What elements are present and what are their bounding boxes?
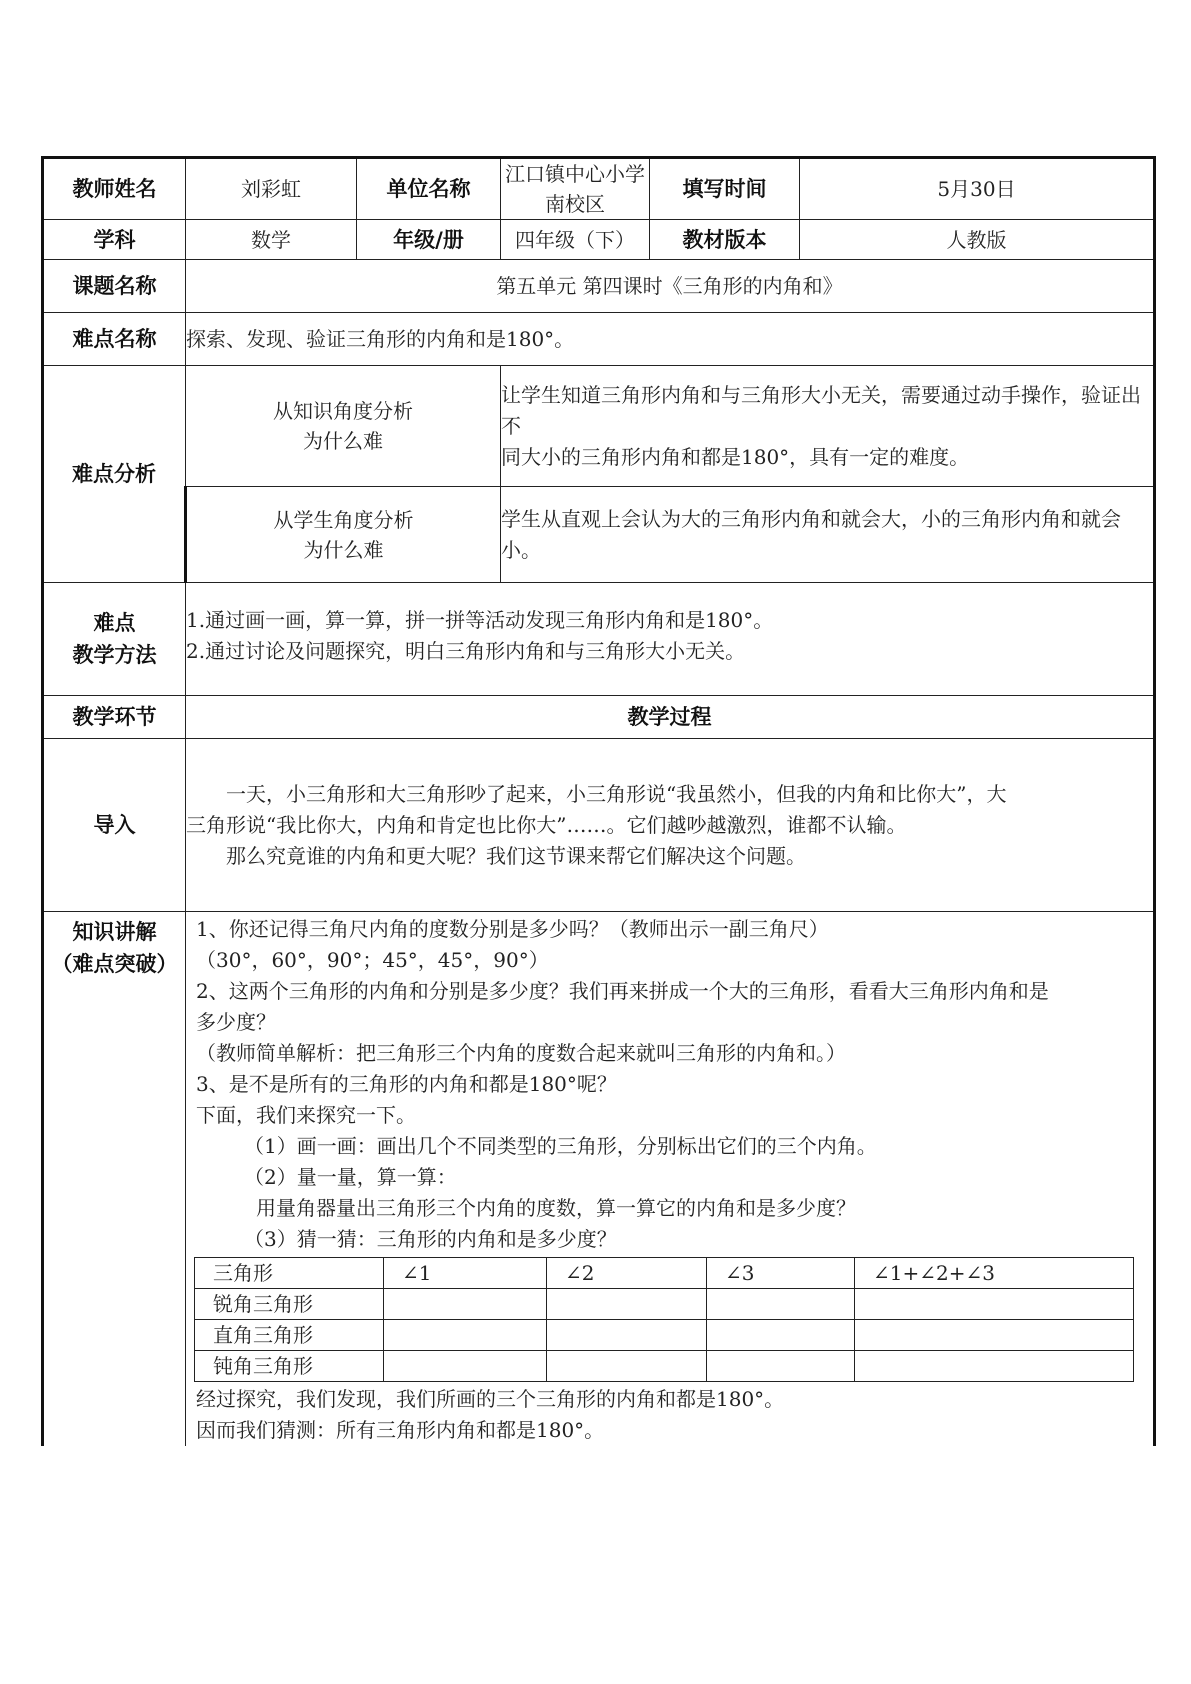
explain-line-5: （教师简单解析：把三角形三个内角的度数合起来就叫三角形的内角和。） [196, 1041, 846, 1065]
explain-line-7: 下面，我们来探究一下。 [196, 1103, 416, 1127]
knowledge-angle-line1: 从知识角度分析 [273, 399, 413, 423]
knowledge-angle-line2: 为什么难 [303, 429, 383, 453]
intro-line-3: 那么究竟谁的内角和更大呢？我们这节课来帮它们解决这个问题。 [226, 843, 806, 868]
student-angle-text: 学生从直观上会认为大的三角形内角和就会大，小的三角形内角和就会小。 [501, 487, 1155, 583]
blank-cell[interactable] [384, 1320, 547, 1351]
explain-line-10: 用量角器量出三角形三个内角的度数，算一算它的内角和是多少度？ [256, 1196, 856, 1220]
topic-value: 第五单元 第四课时《三角形的内角和》 [186, 260, 1155, 313]
stage-header: 教学环节 [43, 696, 186, 739]
grade-value: 四年级（下） [501, 220, 650, 260]
explain-line-2: （30°，60°，90°；45°，45°，90°） [196, 948, 549, 972]
subject-label: 学科 [43, 220, 186, 260]
method-text [186, 583, 1155, 696]
process-header-row [43, 696, 1155, 739]
angle-table-header: ∠2 [547, 1258, 707, 1289]
teacher-name-value: 刘彩虹 [186, 158, 357, 220]
angle-table-header: ∠3 [707, 1258, 855, 1289]
blank-cell[interactable] [707, 1320, 855, 1351]
difficulty-row [43, 313, 1155, 366]
angle-table-row [195, 1351, 1134, 1382]
student-angle-label [186, 487, 501, 583]
method-row [43, 583, 1155, 696]
blank-cell[interactable] [707, 1289, 855, 1320]
angle-table-header-row [195, 1258, 1134, 1289]
explain-label [43, 912, 186, 1447]
explain-label-line2: （难点突破） [51, 952, 178, 976]
conclusion-line-2: 因而我们猜测：所有三角形内角和都是180°。 [196, 1418, 605, 1442]
intro-text [186, 739, 1155, 912]
method-label [43, 583, 186, 696]
conclusion-line-1: 经过探究，我们发现，我们所画的三个三角形的内角和都是180°。 [196, 1387, 785, 1411]
teacher-name-label: 教师姓名 [43, 158, 186, 220]
header-row-1 [43, 158, 1155, 220]
triangle-type-cell: 直角三角形 [195, 1320, 384, 1351]
explain-row [43, 912, 1155, 1447]
method-label-line2: 教学方法 [72, 643, 157, 667]
student-angle-line2: 为什么难 [303, 537, 384, 562]
intro-line-1: 一天，小三角形和大三角形吵了起来，小三角形说“我虽然小，但我的内角和比你大”，大 [226, 781, 1007, 806]
blank-cell[interactable] [707, 1351, 855, 1382]
student-angle-line1: 从学生角度分析 [273, 507, 414, 532]
unit-name-line1: 江口镇中心小学 [505, 162, 645, 186]
analysis-label: 难点分析 [43, 366, 186, 583]
explain-line-9: （2）量一量，算一算： [244, 1165, 457, 1189]
blank-cell[interactable] [384, 1351, 547, 1382]
knowledge-text-line1: 让学生知道三角形内角和与三角形大小无关，需要通过动手操作，验证出不 [501, 382, 1141, 438]
explain-content [186, 912, 1155, 1447]
blank-cell[interactable] [855, 1320, 1134, 1351]
knowledge-angle-label [186, 366, 501, 487]
lesson-plan-table [41, 156, 1156, 1446]
explain-line-11: （3）猜一猜：三角形的内角和是多少度？ [244, 1227, 617, 1251]
process-header: 教学过程 [186, 696, 1155, 739]
method-item-1: 1.通过画一画，算一算，拼一拼等活动发现三角形内角和是180°。 [186, 608, 774, 632]
angle-table-row [195, 1289, 1134, 1320]
triangle-type-cell: 锐角三角形 [195, 1289, 384, 1320]
intro-row [43, 739, 1155, 912]
knowledge-text-line2: 同大小的三角形内角和都是180°，具有一定的难度。 [501, 444, 970, 469]
fill-date-value: 5月30日 [800, 158, 1155, 220]
knowledge-angle-text [501, 366, 1155, 487]
angle-sum-table [194, 1257, 1134, 1382]
triangle-type-cell: 钝角三角形 [195, 1351, 384, 1382]
blank-cell[interactable] [547, 1320, 707, 1351]
topic-label: 课题名称 [43, 260, 186, 313]
grade-label: 年级/册 [357, 220, 501, 260]
difficulty-value: 探索、发现、验证三角形的内角和是180°。 [186, 313, 1155, 366]
header-row-2 [43, 220, 1155, 260]
intro-label: 导入 [43, 739, 186, 912]
angle-table-header: 三角形 [195, 1258, 384, 1289]
explain-line-1: 1、你还记得三角尺内角的度数分别是多少吗？（教师出示一副三角尺） [196, 917, 829, 941]
difficulty-label: 难点名称 [43, 313, 186, 366]
blank-cell[interactable] [384, 1289, 547, 1320]
explain-line-8: （1）画一画：画出几个不同类型的三角形，分别标出它们的三个内角。 [244, 1134, 877, 1158]
intro-line-2: 三角形说“我比你大，内角和肯定也比你大”……。它们越吵越激烈，谁都不认输。 [186, 812, 907, 837]
blank-cell[interactable] [855, 1289, 1134, 1320]
edition-label: 教材版本 [650, 220, 800, 260]
explain-line-3: 2、这两个三角形的内角和分别是多少度？我们再来拼成一个大的三角形，看看大三角形内角和是 [196, 979, 1049, 1003]
blank-cell[interactable] [547, 1351, 707, 1382]
angle-table-header: ∠1+∠2+∠3 [855, 1258, 1134, 1289]
unit-name-line2: 南校区 [545, 192, 605, 216]
angle-table-row [195, 1320, 1134, 1351]
angle-table-header: ∠1 [384, 1258, 547, 1289]
edition-value: 人教版 [800, 220, 1155, 260]
lesson-plan-page [41, 156, 1153, 1446]
subject-value: 数学 [186, 220, 357, 260]
method-item-2: 2.通过讨论及问题探究，明白三角形内角和与三角形大小无关。 [186, 639, 746, 663]
explain-line-6: 3、是不是所有的三角形的内角和都是180°呢？ [196, 1072, 617, 1096]
topic-row [43, 260, 1155, 313]
blank-cell[interactable] [855, 1351, 1134, 1382]
analysis-row-knowledge [43, 366, 1155, 487]
unit-name-value [501, 158, 650, 220]
explain-label-line1: 知识讲解 [72, 920, 157, 944]
fill-date-label: 填写时间 [650, 158, 800, 220]
unit-name-label: 单位名称 [357, 158, 501, 220]
blank-cell[interactable] [547, 1289, 707, 1320]
analysis-row-student [43, 487, 1155, 583]
method-label-line1: 难点 [93, 611, 136, 635]
explain-line-4: 多少度？ [196, 1010, 276, 1034]
